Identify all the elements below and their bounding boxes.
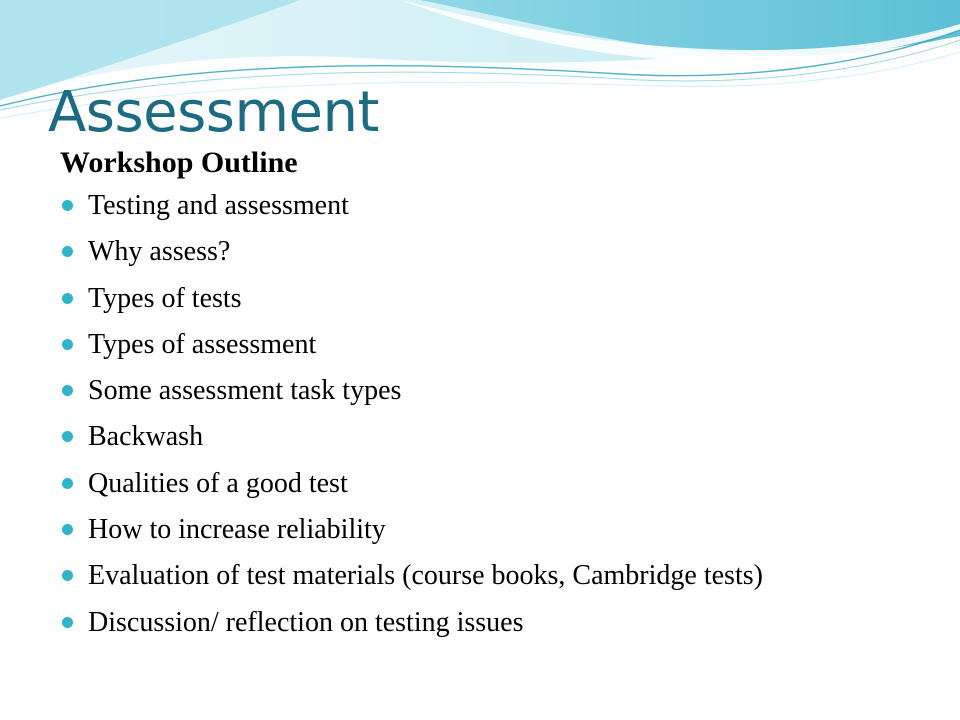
bullet-icon (62, 617, 73, 628)
outline-list (60, 188, 880, 651)
outline-item (60, 281, 880, 317)
bullet-icon (62, 431, 73, 442)
outline-item (60, 558, 880, 594)
outline-item (60, 605, 880, 641)
outline-item-text: How to increase reliability (88, 514, 386, 546)
slide-title: Assessment (48, 80, 379, 145)
outline-item-text: Backwash (88, 421, 204, 453)
outline-item (60, 188, 880, 224)
outline-item-text: Evaluation of test materials (course books, Cambridge tests) (88, 560, 763, 592)
outline-item-text: Some assessment task types (88, 375, 402, 407)
bullet-icon (62, 385, 73, 396)
outline-item-text: Types of tests (88, 282, 242, 314)
bullet-icon (62, 293, 73, 304)
bullet-icon (62, 246, 73, 257)
bullet-icon (62, 200, 73, 211)
bullet-icon (62, 339, 73, 350)
slide-subtitle: Workshop Outline (60, 146, 298, 179)
outline-item (60, 327, 880, 363)
outline-item-text: Types of assessment (88, 328, 317, 360)
outline-item-text: Discussion/ reflection on testing issues (88, 606, 524, 638)
outline-item (60, 466, 880, 502)
bullet-icon (62, 570, 73, 581)
outline-item-text: Qualities of a good test (88, 467, 348, 499)
outline-item (60, 234, 880, 270)
outline-item (60, 373, 880, 409)
bullet-icon (62, 524, 73, 535)
outline-item (60, 419, 880, 455)
outline-item-text: Testing and assessment (88, 190, 349, 221)
outline-item (60, 512, 880, 548)
bullet-icon (62, 478, 73, 489)
outline-item-text: Why assess? (88, 236, 231, 268)
